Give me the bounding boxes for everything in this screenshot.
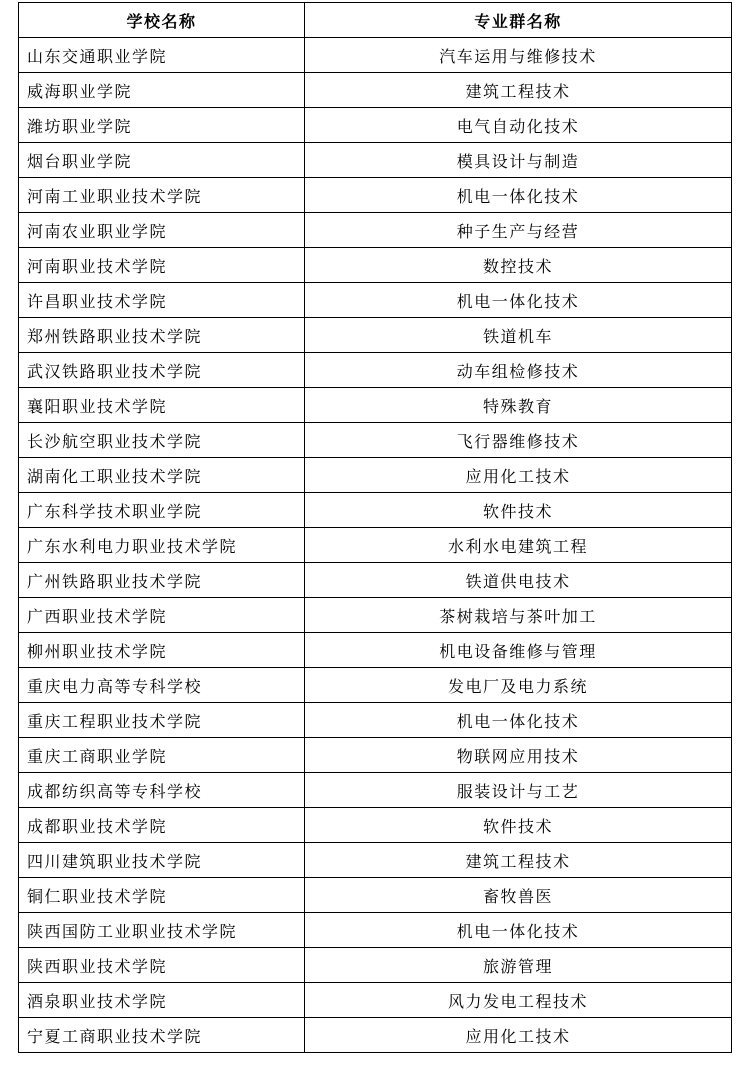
table-row bbox=[19, 773, 732, 808]
header-row bbox=[19, 3, 732, 38]
table-row bbox=[19, 493, 732, 528]
school-cell: 武汉铁路职业技术学院 bbox=[19, 353, 305, 388]
table-row bbox=[19, 318, 732, 353]
major-cell: 数控技术 bbox=[305, 248, 732, 283]
table-row bbox=[19, 668, 732, 703]
school-cell: 广西职业技术学院 bbox=[19, 598, 305, 633]
major-cell: 模具设计与制造 bbox=[305, 143, 732, 178]
school-cell: 山东交通职业学院 bbox=[19, 38, 305, 73]
table-row bbox=[19, 528, 732, 563]
table-row bbox=[19, 983, 732, 1018]
major-cell: 铁道供电技术 bbox=[305, 563, 732, 598]
table-row bbox=[19, 458, 732, 493]
school-cell: 陕西国防工业职业技术学院 bbox=[19, 913, 305, 948]
school-cell: 许昌职业技术学院 bbox=[19, 283, 305, 318]
table-row bbox=[19, 563, 732, 598]
major-cell: 服装设计与工艺 bbox=[305, 773, 732, 808]
major-cell: 动车组检修技术 bbox=[305, 353, 732, 388]
major-cell: 特殊教育 bbox=[305, 388, 732, 423]
major-cell: 物联网应用技术 bbox=[305, 738, 732, 773]
major-cell: 机电一体化技术 bbox=[305, 913, 732, 948]
school-cell: 重庆电力高等专科学校 bbox=[19, 668, 305, 703]
table-row bbox=[19, 703, 732, 738]
header-major-group: 专业群名称 bbox=[305, 3, 732, 38]
major-cell: 机电一体化技术 bbox=[305, 178, 732, 213]
table-row bbox=[19, 843, 732, 878]
school-cell: 潍坊职业学院 bbox=[19, 108, 305, 143]
table-row bbox=[19, 878, 732, 913]
school-cell: 成都职业技术学院 bbox=[19, 808, 305, 843]
school-cell: 河南工业职业技术学院 bbox=[19, 178, 305, 213]
major-cell: 畜牧兽医 bbox=[305, 878, 732, 913]
major-cell: 旅游管理 bbox=[305, 948, 732, 983]
table-row bbox=[19, 633, 732, 668]
major-cell: 机电设备维修与管理 bbox=[305, 633, 732, 668]
school-cell: 湖南化工职业技术学院 bbox=[19, 458, 305, 493]
school-cell: 铜仁职业技术学院 bbox=[19, 878, 305, 913]
table-row bbox=[19, 178, 732, 213]
table-row bbox=[19, 388, 732, 423]
major-cell: 应用化工技术 bbox=[305, 458, 732, 493]
school-cell: 长沙航空职业技术学院 bbox=[19, 423, 305, 458]
school-cell: 宁夏工商职业技术学院 bbox=[19, 1018, 305, 1053]
major-cell: 机电一体化技术 bbox=[305, 703, 732, 738]
major-cell: 软件技术 bbox=[305, 493, 732, 528]
major-cell: 铁道机车 bbox=[305, 318, 732, 353]
table-row bbox=[19, 73, 732, 108]
table-row bbox=[19, 353, 732, 388]
table-row bbox=[19, 423, 732, 458]
school-cell: 酒泉职业技术学院 bbox=[19, 983, 305, 1018]
table-row bbox=[19, 913, 732, 948]
major-cell: 软件技术 bbox=[305, 808, 732, 843]
table-row bbox=[19, 248, 732, 283]
major-cell: 发电厂及电力系统 bbox=[305, 668, 732, 703]
table-row bbox=[19, 948, 732, 983]
school-cell: 襄阳职业技术学院 bbox=[19, 388, 305, 423]
school-cell: 陕西职业技术学院 bbox=[19, 948, 305, 983]
table-body bbox=[19, 38, 732, 1053]
table-row bbox=[19, 143, 732, 178]
major-cell: 汽车运用与维修技术 bbox=[305, 38, 732, 73]
school-cell: 重庆工商职业学院 bbox=[19, 738, 305, 773]
major-cell: 种子生产与经营 bbox=[305, 213, 732, 248]
major-cell: 建筑工程技术 bbox=[305, 843, 732, 878]
school-major-table bbox=[18, 2, 732, 1053]
major-cell: 水利水电建筑工程 bbox=[305, 528, 732, 563]
school-cell: 威海职业学院 bbox=[19, 73, 305, 108]
school-cell: 郑州铁路职业技术学院 bbox=[19, 318, 305, 353]
school-cell: 广东科学技术职业学院 bbox=[19, 493, 305, 528]
school-cell: 柳州职业技术学院 bbox=[19, 633, 305, 668]
school-cell: 成都纺织高等专科学校 bbox=[19, 773, 305, 808]
table-row bbox=[19, 108, 732, 143]
school-cell: 四川建筑职业技术学院 bbox=[19, 843, 305, 878]
school-cell: 广东水利电力职业技术学院 bbox=[19, 528, 305, 563]
major-cell: 机电一体化技术 bbox=[305, 283, 732, 318]
table-row bbox=[19, 38, 732, 73]
table-row bbox=[19, 738, 732, 773]
school-cell: 河南农业职业学院 bbox=[19, 213, 305, 248]
table-row bbox=[19, 213, 732, 248]
school-cell: 重庆工程职业技术学院 bbox=[19, 703, 305, 738]
table-row bbox=[19, 808, 732, 843]
table-row bbox=[19, 598, 732, 633]
major-cell: 应用化工技术 bbox=[305, 1018, 732, 1053]
school-cell: 河南职业技术学院 bbox=[19, 248, 305, 283]
major-cell: 风力发电工程技术 bbox=[305, 983, 732, 1018]
major-cell: 茶树栽培与茶叶加工 bbox=[305, 598, 732, 633]
table-row bbox=[19, 283, 732, 318]
major-cell: 飞行器维修技术 bbox=[305, 423, 732, 458]
major-cell: 电气自动化技术 bbox=[305, 108, 732, 143]
major-cell: 建筑工程技术 bbox=[305, 73, 732, 108]
table-row bbox=[19, 1018, 732, 1053]
school-cell: 广州铁路职业技术学院 bbox=[19, 563, 305, 598]
school-cell: 烟台职业学院 bbox=[19, 143, 305, 178]
header-school-name: 学校名称 bbox=[19, 3, 305, 38]
